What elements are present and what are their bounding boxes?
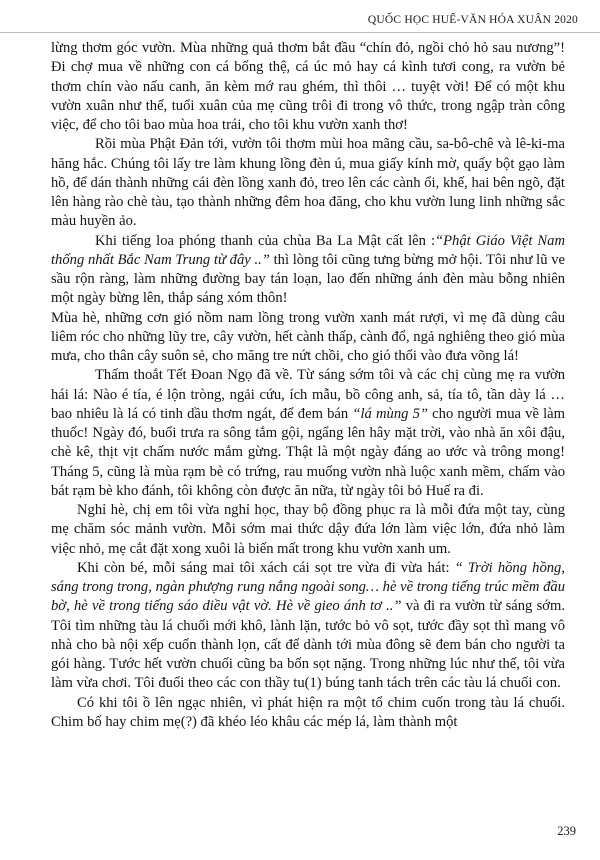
paragraph-4: Mùa hè, những cơn gió nồm nam lồng trong vườn xanh mát rượi, vì mẹ đã dùng câu liêm róc cho những lũy tre, cây vườn, hết cành thấp, cành đổ, ngả nghiêng theo gió mùa mưa, cho thân cây suôn sẻ, cho măng tre nứt chồi, cho gió thổi vào đưa võng lá! [51,309,565,364]
paragraph-1: lừng thơm góc vườn. Mùa những quả thơm bắt đầu “chín đỏ, ngồi chỏ hỏ sau nương”! Đi chợ mua về những con cá bống thệ, cá úc mỏ hay cá kình tươi cong, ra vườn bẻ thơm chín vào nấu canh, ăn kèm mớ rau ghém, thì thôi … tuyệt vời! Để có một khu vườn xuân như thế, tuổi xuân của mẹ cũng trôi đi trong vô thức, trong ngập tràn công việc, để cho tôi bao mùa hoa trái, cho tôi khu vườn xanh thơ! [51,40,565,133]
body-text [51,39,565,732]
paragraph-8: Có khi tôi ồ lên ngạc nhiên, vì phát hiện ra một tổ chim cuốn trong tàu lá chuối. Chim bố hay chim mẹ(?) đã khéo léo khâu các mép lá, làm thành một [51,694,565,730]
page-number: 239 [557,824,576,838]
quoted-la-mung-5: “lá mùng 5” [352,405,428,422]
quoted-slogan: “Phật Giáo Việt Nam thống nhất Bắc Nam Trung từ đây ..” [51,232,565,268]
paragraph-6: Nghỉ hè, chị em tôi vừa nghỉ học, thay bộ đồng phục ra là mỗi đứa một tay, cùng mẹ chăm sóc mảnh vườn. Mỗi sớm mai thức dậy đứa lớn làm việc lớn, đứa nhỏ làm việc nhỏ, mẹ cắt đặt xong xuôi là biến mất trong khu vườn xanh um. [51,502,565,557]
quoted-song-lyrics: “ Trời hồng hồng, sáng trong trong, ngàn phượng rung nắng ngoài song… hè về trong tiếng trúc mềm đầu bờ, hè về trong tiếng sáo diều vật vờ. Hè về gieo ánh tơ ..” [51,559,565,615]
paragraph-3: Khi tiếng loa phóng thanh của chùa Ba La Mật cất lên :“Phật Giáo Việt Nam thống nhất Bắc Nam Trung từ đây ..” thì lòng tôi cũng tưng bừng mở hội. Tôi như lũ ve sầu rộn ràng, làm những đường bay tán loạn, lao đến những ánh đèn màu bỗng nhiên một ngày bừng lên, thắp sáng xóm thôn! [51,232,565,307]
header-rule [0,32,600,33]
running-header: QUỐC HỌC HUẾ-VĂN HÓA XUÂN 2020 [367,14,578,26]
paragraph-5: Thấm thoắt Tết Đoan Ngọ đã về. Từ sáng sớm tôi và các chị cùng mẹ ra vườn hái lá: Nào é tía, é lộn tròng, ngải cứu, ích mẫu, bồ công anh, sả, tía tô, tần dày lá … bao nhiêu là lá có tinh dầu thơm ngát, để đem bán “lá mùng 5” cho người mua về làm thuốc! Ngày đó, buổi trưa ra sông tắm gội, ngẩng lên hây mặt trời, vào nhà ăn xôi đậu, chè kê, thịt vịt chấm nước mắm gừng. Thật là một ngày đáng ao ước và trông mong! Tháng 5, cũng là mùa rạm bè có trứng, rau muống vườn nhà luộc xanh mềm, chấm vào bát rạm bè kho đánh, tôi không còn được ăn nữa, từ ngày tôi bỏ Huế ra đi. [51,367,565,499]
paragraph-7: Khi còn bé, mỗi sáng mai tôi xách cái sọt tre vừa đi vừa hát: “ Trời hồng hồng, sáng trong trong, ngàn phượng rung nắng ngoài song… hè về trong tiếng trúc mềm đầu bờ, hè về trong tiếng sáo diều vật vờ. Hè về gieo ánh tơ ..” và đi ra vườn từ sáng sớm. Tôi tìm những tàu lá chuối mới khô, lành lặn, tước bỏ vô sọt, tước đầy sọt thì mang vô nhà cho bà nội xếp cuốn thành lọn, cất để dành tới mùa đông sẽ đem bán cho người ta gói hàng. Tước hết vườn chuối cũng ba bốn sọt nặng. Trong những lúc như thế, tôi vừa làm vừa chơi. Tôi đuổi theo các con thầy tu(1) búng tanh tách trên các tàu lá chuối con. [51,559,565,692]
paragraph-2: Rồi mùa Phật Đản tới, vườn tôi thơm mùi hoa mãng cầu, sa-bô-chê và lê-ki-ma hăng hắc. Chúng tôi lấy tre làm khung lồng đèn ú, mua giấy kính mờ, quấy bột gạo làm hồ, để dán thành những cái đèn lồng xanh đỏ, treo lên các cành ổi, khế, hai bên ngõ, đặt lên hàng rào chè tàu, tạo thành những đêm hoa đăng, cho khu vườn lung linh những sắc màu huyền ảo. [51,136,565,230]
